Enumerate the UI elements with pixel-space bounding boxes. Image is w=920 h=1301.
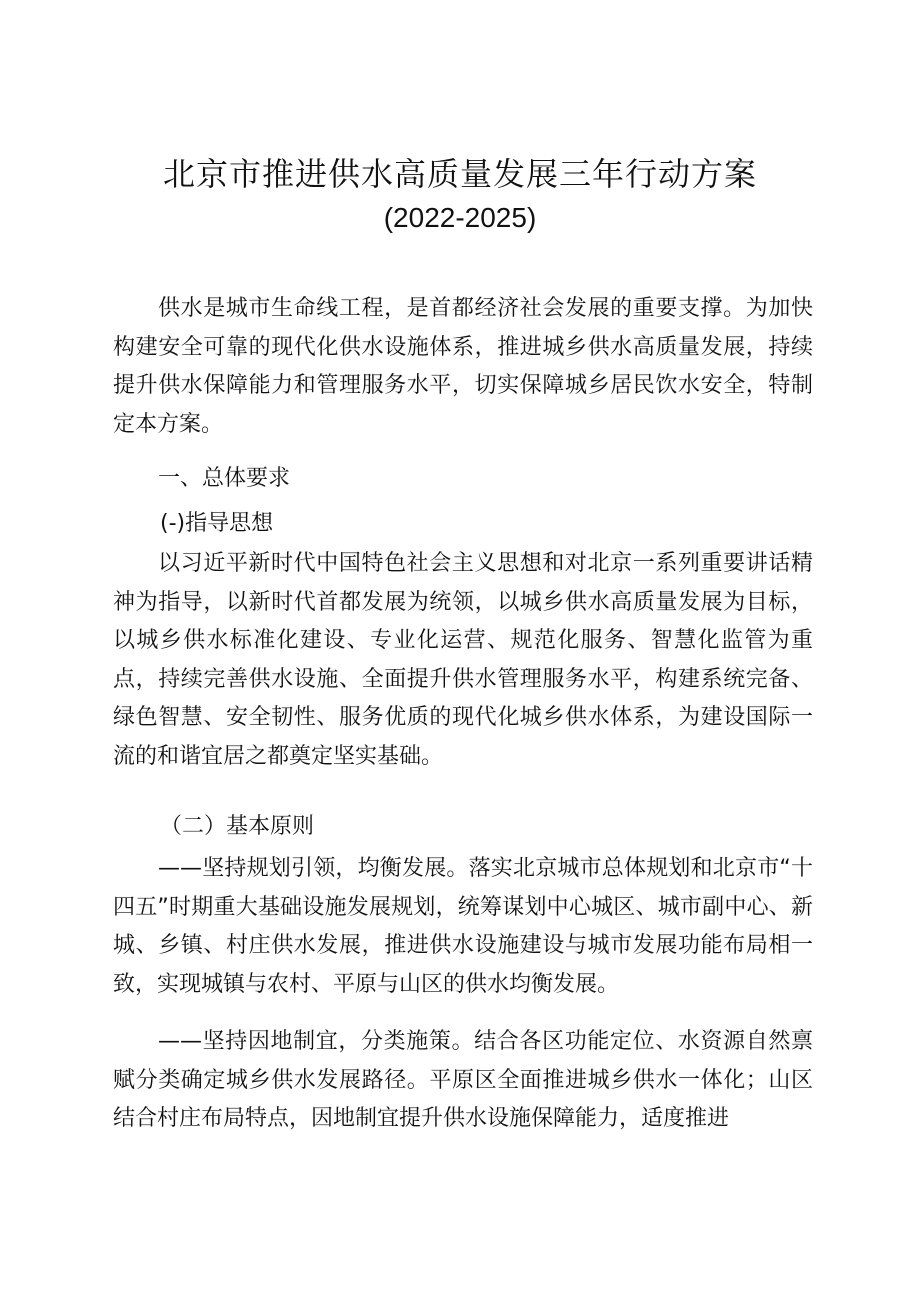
document-title: 北京市推进供水高质量发展三年行动方案 — [162, 155, 757, 193]
subsection-heading-guiding-ideology: (-)指导思想 — [160, 511, 274, 536]
guiding-ideology-paragraph: 以习近平新时代中国特色社会主义思想和对北京一系列重要讲话精神为指导，以新时代首都发展为统领，以城乡供水高质量发展为目标，以城乡供水标准化建设、专业化运营、规范化服务、智慧化监管为重点，持续完善供水设施、全面提升供水管理服务水平，构建系统完备、绿色智慧、安全韧性、服务优质的现代化城乡供水体系，为建设国际一流的和谐宜居之都奠定坚实基础。 — [113, 551, 813, 769]
principle-paragraph-planning: ——坚持规划引领，均衡发展。落实北京城市总体规划和北京市“十四五”时期重大基础设施发展规划，统筹谋划中心城区、城市副中心、新城、乡镇、村庄供水发展，推进供水设施建设与城市发展功能布局相一致，实现城镇与农村、平原与山区的供水均衡发展。 — [113, 856, 813, 997]
document-subtitle: (2022-2025) — [383, 202, 537, 233]
section-heading-general-requirements: 一、总体要求 — [158, 466, 291, 491]
subsection-heading-basic-principles: （二）基本原则 — [160, 814, 315, 839]
principle-paragraph-local-conditions: ——坚持因地制宜，分类施策。结合各区功能定位、水资源自然禀赋分类确定城乡供水发展路径。平原区全面推进城乡供水一体化；山区结合村庄布局特点，因地制宜提升供水设施保障能力，适度推进 — [113, 1029, 813, 1131]
intro-paragraph: 供水是城市生命线工程，是首都经济社会发展的重要支撑。为加快构建安全可靠的现代化供水设施体系，推进城乡供水高质量发展，持续提升供水保障能力和管理服务水平，切实保障城乡居民饮水安全，特制定本方案。 — [113, 296, 813, 437]
